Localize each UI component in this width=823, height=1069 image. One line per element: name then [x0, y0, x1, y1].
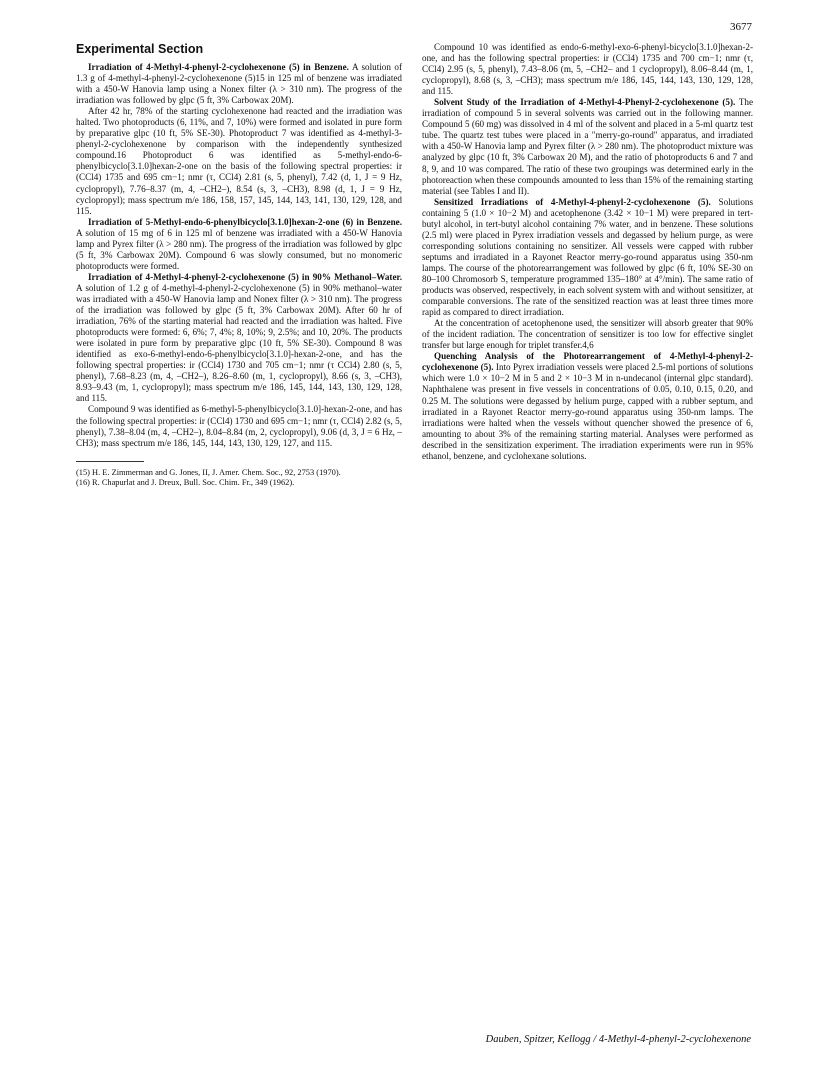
running-footer: Dauben, Spitzer, Kellogg / 4-Methyl-4-phenyl-2-cyclohexenone	[485, 1034, 751, 1045]
page-number: 3677	[730, 21, 752, 33]
paragraph-text: Solutions containing 5 (1.0 × 10−2 M) and acetophenone (3.42 × 10−1 M) were prepared in tert-butyl alcohol, in tert-butyl alcohol containing 7% water, and in benzene. These solutions (2.5 ml) were placed in Pyrex irradiation vessels and degassed by helium purge, as were corresponding solutions containing no sensitizer. All vessels were capped with rubber septums and irradiated in a Rayonet Reactor merry-go-round apparatus using 350-nm lamps. The course of the photorearrangement was followed by glpc (6 ft, 10% SE-30 on 80–100 Chromosorb S, temperature programmed 135–180° at 4°/min). The same ratio of products was observed, respectively, in each solvent system with and without sensitizer, at comparable conversions. The rate of the sensitized reaction was at least three times more rapid as compared to direct irradiation.	[422, 196, 753, 318]
paragraph-text: A solution of 1.2 g of 4-methyl-4-phenyl-2-cyclohexenone (5) in 90% methanol–water was irradiated with a 450-W Hanovia lamp and Nonex filter (λ > 310 nm). The progress of the irradiation was followed by glpc (5 ft, 3% Carbowax 20M). After 60 hr of irradiation, 76% of the starting material had reacted and the irradiation was halted. Five photoproducts were formed: 6, 6%; 7, 4%; 8, 10%; 9, 2.5%; and 10, 20%. The products were isolated in pure form by preparative glpc (10 ft, 5% SE-30). Compound 8 was identified as exo-6-methyl-endo-6-phenylbicyclo[3.1.0]-hexan-2-one, and has the following spectral properties: ir (CCl4) 1730 and 705 cm−1; nmr (τ CCl4) 2.80 (s, 5, phenyl), 7.68–8.23 (m, 4, –CH2–), 8.26–8.60 (m, 1, cyclopropyl), 8.66 (s, 3, –CH3), 8.93–9.43 (m, 1, cyclopropyl); mass spectrum m/e 186, 145, 144, 143, 130, 129, 128, and 115.	[76, 282, 402, 404]
paragraph	[76, 217, 402, 272]
reference-16: (16) R. Chapurlat and J. Dreux, Bull. Soc. Chim. Fr., 349 (1962).	[76, 477, 295, 487]
paragraph-text: At the concentration of acetophenone used, the sensitizer will absorb greater that 90% of the incident radiation. The concentration of sensitizer is too low for effective singlet transfer but large enough for triplet transfer.4,6	[422, 318, 753, 351]
paragraph-text: Compound 9 was identified as 6-methyl-5-phenylbicyclo[3.1.0]-hexan-2-one, and has the following spectral properties: ir (CCl4) 1730 and 695 cm−1; nmr (τ, CCl4) 2.82 (s, 5, phenyl), 7.38–8.04 (m, 4, –CH2–), 8.04–8.84 (m, 2, cyclopropyl), 9.06 (d, 3, J = 6 Hz, –CH3); mass spectrum m/e 186, 145, 144, 143, 130, 129, 127, and 115.	[76, 404, 402, 448]
paragraph	[76, 404, 402, 448]
paragraph-text: Into Pyrex irradiation vessels were placed 2.5-ml portions of solutions which were 1.0 × 10−2 M in 5 and 2 × 10−3 M in n-undecanol (internal glpc standard). Naphthalene was present in five vessels in concentrations of 0.05, 0.10, 0.15, 0.20, and 0.25 M. The solutions were degassed by helium purge, capped with a rubber septum, and irradiated in a Rayonet Reactor merry-go-round apparatus using 350-nm lamps. The irradiations were halted when the vessels without quencher showed the presence of 6, amounting to about 3% of the remaining starting material. Analyses were performed as described in the sensitization experiment. The irradiation experiments were run in 95% ethanol, benzene, and cyclohexane solutions.	[422, 362, 754, 461]
paragraph	[76, 106, 402, 216]
reference-15: (15) H. E. Zimmerman and G. Jones, II, J. Amer. Chem. Soc., 92, 2753 (1970).	[76, 467, 341, 477]
paragraph-heading: Irradiation of 4-Methyl-4-phenyl-2-cyclohexenone (5) in Benzene.	[88, 62, 349, 72]
paragraph	[422, 318, 753, 351]
paragraph-text: After 42 hr, 78% of the starting cyclohexenone had reacted and the irradiation was halted. Two photoproducts (6, 11%, and 7, 10%) were formed and isolated in pure form by preparative glpc (10 ft, 5% SE-30). Photoproduct 7 was identified as 4-methyl-3-phenyl-2-cyclohexenone by comparison with the independently synthesized compound.16 Photoproduct 6 was identified as 5-methyl-endo-6-phenylbicyclo[3.1.0]hexan-2-one on the basis of the following spectral properties: ir (CCl4) 1735 and 695 cm−1; nmr (τ, CCl4) 2.81 (s, 5, phenyl), 7.42 (d, 1, J = 9 Hz, cyclopropyl), 7.76–8.37 (m, 4, –CH2–), 8.54 (s, 3, –CH3), 8.98 (d, 1, J = 9 Hz, cyclopropyl); mass spectrum m/e 186, 158, 157, 145, 144, 143, 141, 130, 129, 128, and 115.	[76, 106, 402, 216]
paragraph-heading: Quenching Analysis of the Photorearrangement of 4-Methyl-4-phenyl-2-cyclohexenone (5).	[422, 351, 753, 373]
paragraph	[76, 62, 402, 106]
paragraph-text: A solution of 1.3 g of 4-methyl-4-phenyl-2-cyclohexenone (5)15 in 125 ml of benzene was irradiated with a 450-W Hanovia lamp using a Nonex filter (λ > 310 nm). The progress of the irradiation was followed by glpc (5 ft, 3% Carbowax 20M).	[76, 62, 402, 106]
references-divider	[76, 461, 144, 462]
paragraph-heading: Solvent Study of the Irradiation of 4-Methyl-4-Phenyl-2-cyclohexenone (5).	[434, 97, 736, 108]
paragraph	[422, 197, 753, 319]
paragraph-text: A solution of 15 mg of 6 in 125 ml of benzene was irradiated with a 450-W Hanovia lamp and Pyrex filter (λ > 280 nm). The progress of the irradiation was followed by glpc (5 ft, 3% Carbowax 20M). Compound 6 was slowly consumed, but no monomeric photoproducts were formed.	[76, 227, 402, 271]
paragraph-heading: Irradiation of 5-Methyl-endo-6-phenylbicyclo[3.1.0]hexan-2-one (6) in Benzene.	[88, 216, 402, 227]
left-column	[76, 42, 402, 488]
paragraph	[422, 42, 753, 97]
paragraph-heading: Sensitized Irradiations of 4-Methyl-4-phenyl-2-cyclohexenone (5).	[434, 196, 711, 207]
paragraph-text: The irradiation of compound 5 in several solvents was carried out in the following manner. Compound 5 (60 mg) was dissolved in 4 ml of the solvent and placed in a 5-ml quartz test tube. The quartz test tubes were placed in a "merry-go-round" apparatus, and irradiated with a 450-W Hanovia lamp and Pyrex filter (λ > 280 nm). The photoproduct mixture was analyzed by glpc (10 ft, 3% Carbowax 20 M), and the ratio of photoproducts 6 and 7 and 8, 9, and 10 was compared. The ratio of these two groupings was determined early in the photoreaction when these compounds amounted to less than 15% of the remaining starting material (see Tables I and II).	[422, 97, 754, 196]
paragraph	[76, 272, 402, 405]
paragraph	[422, 97, 753, 196]
paragraph-text: Compound 10 was identified as endo-6-methyl-exo-6-phenyl-bicyclo[3.1.0]hexan-2-one, and has the following spectral properties: ir (CCl4) 1735 and 700 cm−1; nmr (τ, CCl4) 2.95 (s, 5, phenyl), 7.43–8.06 (m, 5, –CH2– and 1 cyclopropyl), 8.06–8.44 (m, 1, cyclopropyl), 8.68 (s, 3, –CH3); mass spectrum m/e 186, 145, 144, 143, 130, 129, 128, and 115.	[422, 42, 753, 97]
right-column	[422, 42, 753, 462]
paragraph-heading: Irradiation of 4-Methyl-4-phenyl-2-cyclohexenone (5) in 90% Methanol–Water.	[88, 271, 402, 282]
section-title: Experimental Section	[76, 42, 204, 56]
paragraph	[422, 351, 753, 461]
